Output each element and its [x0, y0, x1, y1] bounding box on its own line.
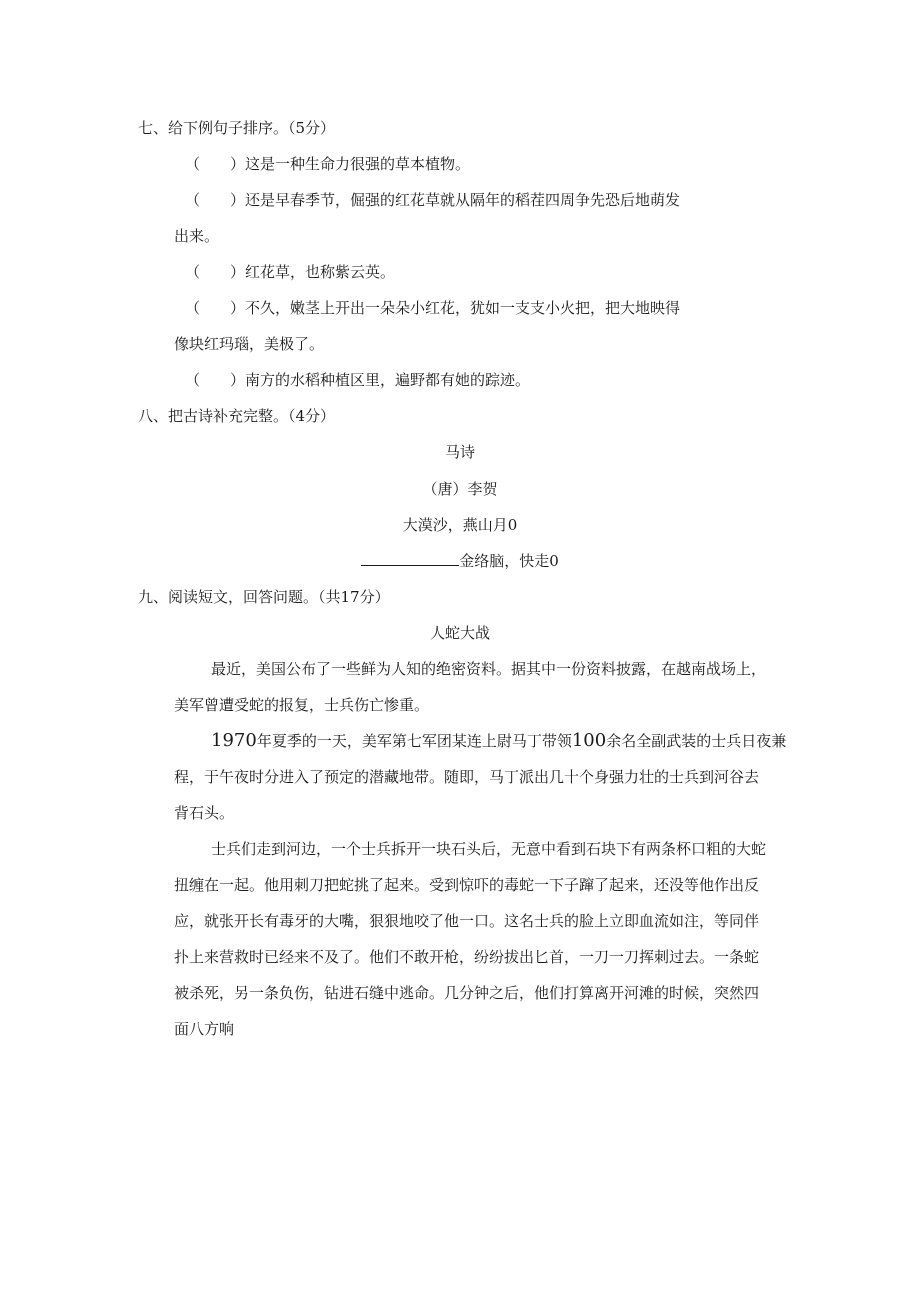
paragraph-3-line: 扭缠在一起。他用刺刀把蛇挑了起来。受到惊吓的毒蛇一下子蹿了起来，还没等他作出反 — [174, 876, 760, 894]
sentence-continuation: 出来。 — [174, 227, 220, 245]
poem-author: （唐）李贺 — [422, 480, 498, 498]
paragraph-3-line: 士兵们走到河边，一个士兵拆开一块石头后，无意中看到石块下有两条杯口粗的大蛇 — [211, 840, 767, 858]
paragraph-3-line: 被杀死，另一条负伤，钻进石缝中逃命。几分钟之后，他们打算离开河滩的时候，突然四 — [174, 984, 760, 1002]
heading-text: 九、阅读短文，回答问题。（共 — [138, 588, 341, 606]
paragraph-3-line: 扑上来营救时已经来不及了。他们不敢开枪，纷纷拔出匕首，一刀一刀挥刺过去。一条蛇 — [174, 948, 760, 966]
paragraph-1-line: 最近，美国公布了一些鲜为人知的绝密资料。据其中一份资料披露，在越南战场上， — [211, 660, 767, 678]
sentence-text: 不久，嫩茎上开出一朵朵小红花，犹如一支支小火把，把大地映得 — [245, 299, 681, 317]
sort-item — [185, 262, 395, 282]
answer-blank[interactable]: （ ） — [185, 155, 246, 173]
paragraph-3-line: 应，就张开长有毒牙的大嘴，狠狠地咬了他一口。这名士兵的脸上立即血流如注，等同伴 — [174, 912, 760, 930]
sentence-text: 红花草，也称紫云英。 — [245, 263, 396, 281]
paragraph-1-line: 美军曾遭受蛇的报复，士兵伤亡惨重。 — [174, 696, 430, 714]
poem-line-2-text: 金络脑，快走0 — [459, 552, 559, 570]
poem-line-1: 大漠沙，燕山月0 — [402, 516, 518, 534]
answer-blank[interactable]: （ ） — [185, 191, 246, 209]
sentence-text: 南方的水稻种植区里，遍野都有她的踪迹。 — [245, 371, 531, 389]
sort-item — [185, 370, 530, 390]
sort-item — [185, 190, 680, 210]
answer-blank[interactable]: （ ） — [185, 263, 246, 281]
paragraph-2-line: 程，于午夜时分进入了预定的潜藏地带。随即，马丁派出几十个身强力壮的士兵到河谷去 — [174, 768, 760, 786]
text-span: 年夏季的一天，美军第七军团某连上尉马丁带领 — [256, 732, 572, 750]
number: 100 — [571, 730, 607, 751]
text-span: 余名全副武装的士兵日夜兼 — [606, 732, 787, 750]
section-9-heading — [138, 587, 390, 607]
sentence-text: 这是一种生命力很强的草本植物。 — [245, 155, 471, 173]
heading-points: 17 — [340, 588, 360, 606]
fill-blank[interactable] — [361, 551, 459, 566]
article-title: 人蛇大战 — [429, 624, 490, 642]
heading-text-end: 分） — [359, 588, 390, 606]
answer-blank[interactable]: （ ） — [185, 299, 246, 317]
paragraph-3-line: 面八方响 — [174, 1020, 235, 1038]
section-7-heading: 七、给下例句子排序。（5分） — [138, 119, 336, 137]
sort-item — [185, 154, 470, 174]
answer-blank[interactable]: （ ） — [185, 371, 246, 389]
paragraph-2-line: 背石头。 — [174, 804, 235, 822]
paragraph-2-line — [211, 731, 786, 751]
sort-item — [185, 298, 680, 318]
poem-title: 马诗 — [444, 443, 475, 461]
sentence-continuation: 像块红玛瑙，美极了。 — [174, 335, 325, 353]
poem-line-2 — [0, 551, 920, 571]
sentence-text: 还是早春季节，倔强的红花草就从隔年的稻茬四周争先恐后地萌发 — [245, 191, 681, 209]
year: 1970 — [211, 730, 257, 751]
section-8-heading: 八、把古诗补充完整。（4分） — [138, 407, 336, 425]
